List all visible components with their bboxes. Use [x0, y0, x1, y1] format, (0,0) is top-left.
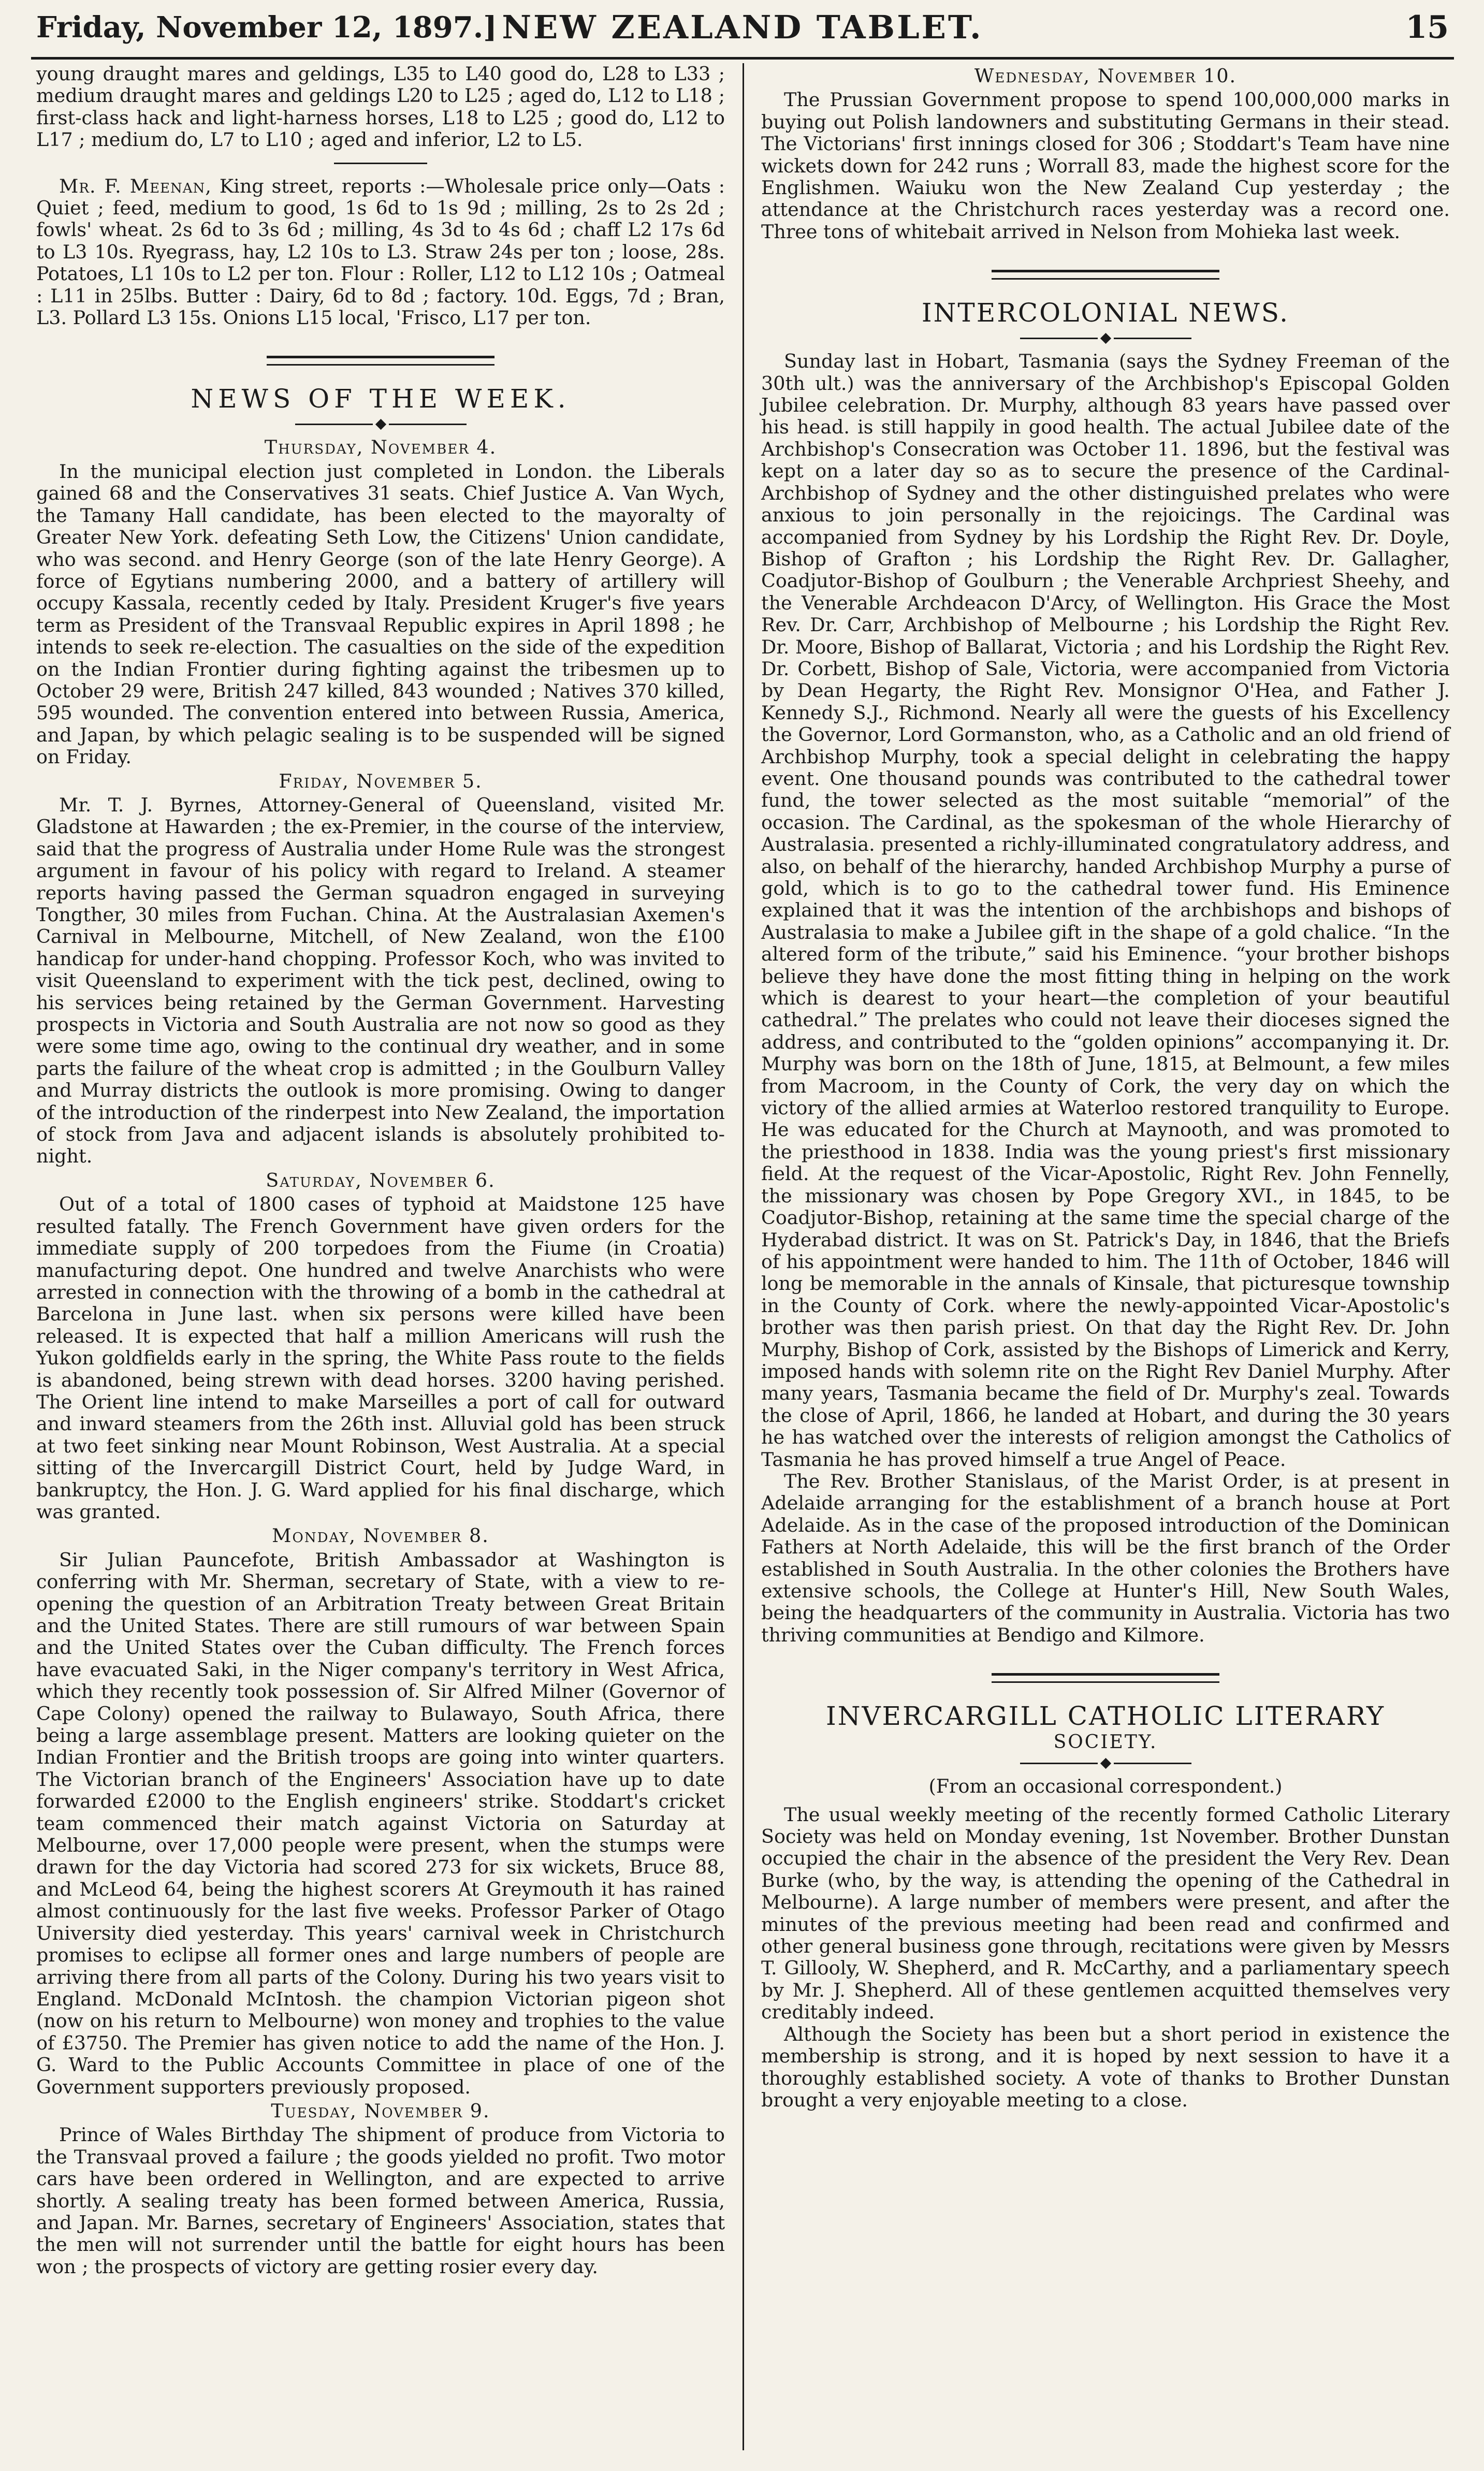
- ornament-divider: [761, 335, 1450, 342]
- newspaper-page: [31, 5, 1454, 2460]
- society-paragraph: Although the Society has been but a short period in existence the membership is strong, and it is hoped by next session to have it a thoroughly established society. A vote of thanks to Brother Dunstan brought a very enjoyable meeting to a close.: [761, 2023, 1450, 2111]
- page-number: 15: [1405, 9, 1449, 46]
- market-report-continuation: young draught mares and geldings, L35 to L40 good do, L28 to L33 ; medium draught mares and geldings L20 to L25 ; aged do, L12 to L18 ; first-class hack and light-harness horses, L18 to L25 ; good do, L12 to L17 ; medium do, L7 to L10 ; aged and inferior, L2 to L5.: [36, 63, 725, 151]
- day-heading: Wednesday, November 10.: [974, 65, 1237, 87]
- correspondent-byline: (From an occasional correspondent.): [928, 1775, 1283, 1798]
- masthead-title: NEW ZEALAND TABLET.: [502, 8, 983, 46]
- section-double-rule: [992, 270, 1219, 280]
- news-paragraph: Mr. T. J. Byrnes, Attorney-General of Queensland, visited Mr. Gladstone at Hawarden ; the ex-Premier, in the course of the interview, said that the progress of Australia under Home Rule was the strongest argument in favour of his policy with regard to Ireland. A steamer reports having passed the German squadron engaged in surveying Tongther, 30 miles from Fuchan. China. At the Australasian Axemen's Carnival in Melbourne, Mitchell, of New Zealand, won the £100 handicap for under-hand chopping. Professor Koch, who was invited to visit Queensland to experiment with the tick pest, declined, owing to his services being retained by the German Government. Harvesting prospects in Victoria and South Australia are not now so good as they were some time ago, owing to the continual dry weather, and in some parts the failure of the wheat crop is admitted ; in the Goulburn Valley and Murray districts the outlook is more promising. Owing to danger of the introduction of the rinderpest into New Zealand, the importation of stock from Java and adjacent islands is absolutely prohibited to-night.: [36, 793, 725, 1168]
- society-paragraph: The usual weekly meeting of the recently formed Catholic Literary Society was held on Monday evening, 1st November. Brother Dunstan occupied the chair in the absence of the president the Very Rev. Dean Burke (who, by the way, is attending the opening of the Cathedral in Melbourne). A large number of members were present, and after the minutes of the previous meeting had been read and confirmed and other general business gone through, recitations were given by Messrs T. Gillooly, W. Shepherd, and R. McCarthy, and a parliamentary speech by Mr. J. Shepherd. All of these gentlemen acquitted themselves very creditably indeed.: [761, 1803, 1450, 2024]
- news-paragraph: Prince of Wales Birthday The shipment of produce from Victoria to the Transvaal proved a failure ; the goods yielded no profit. Two motor cars have been ordered in Wellington, and are expected to arrive shortly. A sealing treaty has been formed between America, Russia, and Japan. Mr. Barnes, secretary of Engineers' Association, states that the men will not surrender until the battle for eight hours has been won ; the prospects of victory are getting rosier every day.: [36, 2124, 725, 2278]
- meenan-market-report: [36, 176, 725, 329]
- news-paragraph: In the municipal election just completed in London. the Liberals gained 68 and the Conservatives 31 seats. Chief Justice A. Van Wych, the Tamany Hall candidate, has been elected to the mayoralty of Greater New York. defeating Seth Low, the Citizens' Union candidate, who was second. and Henry George (son of the late Henry George). A force of Egytians numbering 2000, and a battery of artillery will occupy Kassala, recently ceded by Italy. President Kruger's five years term as President of the Transvaal Republic expires in April 1898 ; he intends to seek re-election. The casualties on the side of the expedition on the Indian Frontier during fighting against the tribesmen up to October 29 were, British 247 killed, 843 wounded ; Natives 370 killed, 595 wounded. The convention entered into between Russia, America, and Japan, by which pelagic sealing is to be suspended will be signed on Friday.: [36, 460, 725, 768]
- section-double-rule: [267, 356, 494, 366]
- right-column: [761, 63, 1450, 2111]
- page-header: [31, 5, 1454, 60]
- day-heading: Thursday, November 4.: [264, 436, 497, 459]
- day-heading: Tuesday, November 9.: [271, 2099, 490, 2122]
- header-date: Friday, November 12, 1897.]: [36, 10, 497, 45]
- news-paragraph: Out of a total of 1800 cases of typhoid at Maidstone 125 have resulted fatally. The French Government have given orders for the immediate supply of 200 torpedoes from the Fiume (in Croatia) manufacturing depot. One hundred and twelve Anarchists who were arrested in connection with the throwing of a bomb in the cathedral at Barcelona in June last. when six persons were killed have been released. It is expected that half a million Americans will rush the Yukon goldfields early in the spring, the White Pass route to the fields is abandoned, being strewn with dead horses. 3200 having perished. The Orient line intend to make Marseilles a port of call for outward and inward steamers from the 26th inst. Alluvial gold has been struck at two feet sinking near Mount Robinson, West Australia. At a special sitting of the Invercargill District Court, held by Judge Ward, in bankruptcy, the Hon. J. G. Ward applied for his final discharge, which was granted.: [36, 1193, 725, 1523]
- left-column: [36, 63, 725, 2278]
- invercargill-society-title: INVERCARGILL CATHOLIC LITERARY: [825, 1701, 1386, 1732]
- news-paragraph: Sir Julian Pauncefote, British Ambassador at Washington is conferring with Mr. Sherman, secretary of State, with a view to re-opening the question of an Arbitration Treaty between Great Britain and the United States. There are still rumours of war between Spain and the United States over the Cuban difficulty. The French forces have evacuated Saki, in the Niger company's territory in West Africa, which they recently took possession of. Sir Alfred Milner (Governor of Cape Colony) opened the railway to Bulawayo, South Africa, there being a large assemblage present. Matters are looking quieter on the Indian Frontier and the British troops are going into winter quarters. The Victorian branch of the Engineers' Association have up to date forwarded £2000 to the English engineers' strike. Stoddart's cricket team commenced their match against Victoria on Saturday at Melbourne, over 17,000 people were present, when the stumps were drawn for the day Victoria had scored 273 for six wickets, Bruce 88, and McLeod 64, being the highest scorers At Greymouth it has rained almost continuously for the last five weeks. Professor Parker of Otago University died yesterday. This years' carnival week in Christchurch promises to eclipse all former ones and large numbers of people are arriving there from all parts of the Colony. During his two years visit to England. McDonald McIntosh. the champion Victorian pigeon shot (now on his return to Melbourne) won money and trophies to the value of £3750. The Premier has given notice to add the name of the Hon. J. G. Ward to the Public Accounts Committee in place of one of the Government supporters previously proposed.: [36, 1548, 725, 2098]
- day-heading: Monday, November 8.: [272, 1524, 489, 1547]
- news-paragraph: The Prussian Government propose to spend 100,000,000 marks in buying out Polish landowners and substituting Germans in their stead. The Victorians' first innings closed for 306 ; Stoddart's Team have nine wickets down for 242 runs ; Worrall 83, made the highest score for the Englishmen. Waiuku won the New Zealand Cup yesterday ; the attendance at the Christchurch races yesterday was a record one. Three tons of whitebait arrived in Nelson from Mohieka last week.: [761, 89, 1450, 243]
- column-divider: [743, 63, 744, 2450]
- intercolonial-paragraph: The Rev. Brother Stanislaus, of the Marist Order, is at present in Adelaide arranging for the establishment of a branch house at Port Adelaide. As in the case of the proposed introduction of the Dominican Fathers at North Adelaide, this will be the first branch of the Order established in South Australia. In the other colonies the Brothers have extensive schools, the College at Hunter's Hill, New South Wales, being the headquarters of the community in Australia. Victoria has two thriving communities at Bendigo and Kilmore.: [761, 1470, 1450, 1646]
- ornament-divider: [36, 420, 725, 428]
- news-of-the-week-title: NEWS OF THE WEEK.: [191, 384, 571, 414]
- section-double-rule: [992, 1673, 1219, 1683]
- intercolonial-news-title: INTERCOLONIAL NEWS.: [921, 298, 1290, 328]
- meenan-name: Mr. F. Meenan,: [59, 175, 212, 197]
- day-heading: Friday, November 5.: [279, 769, 483, 792]
- intercolonial-paragraph: Sunday last in Hobart, Tasmania (says the Sydney Freeman of the 30th ult.) was the anniversary of the Archbishop's Episcopal Golden Jubilee celebration. Dr. Murphy, although 83 years have passed over his head. is still happily in good health. The actual Jubilee date of the Archbishop's Consecration was October 11. 1896, but the festival was kept on a later day so as to secure the presence of the Cardinal-Archbishop of Sydney and the other distinguished prelates who were anxious to join personally in the rejoicings. The Cardinal was accompanied from Sydney by his Lordship the Right Rev. Dr. Doyle, Bishop of Grafton ; his Lordship the Right Rev. Dr. Gallagher, Coadjutor-Bishop of Goulburn ; the Venerable Archpriest Sheehy, and the Venerable Archdeacon D'Arcy, of Wellington. His Grace the Most Rev. Dr. Carr, Archbishop of Melbourne ; his Lordship the Right Rev. Dr. Moore, Bishop of Ballarat, Victoria ; and his Lordship the Right Rev. Dr. Corbett, Bishop of Sale, Victoria, were accompanied from Victoria by Dean Hegarty, the Right Rev. Monsignor O'Hea, and Father J. Kennedy S.J., Richmond. Nearly all were the guests of his Excellency the Governor, Lord Gormanston, who, as a Catholic and an old friend of Archbishop Murphy, took a special delight in celebrating the happy event. One thousand pounds was contributed to the cathedral tower fund, the tower selected as the most suitable “memorial” of the occasion. The Cardinal, as the spokesman of the whole Hierarchy of Australasia. presented a richly-illuminated congratulatory address, and also, on behalf of the hierarchy, handed Archbishop Murphy a purse of gold, which is to go to the cathedral tower fund. His Eminence explained that it was the intention of the archbishops and bishops of Australasia to make a Jubilee gift in the shape of a gold chalice. “In the altered form of the tribute,” said his Eminence. “your brother bishops believe they have done the most fitting thing in helping on the work which is dearest to your heart—the completion of your beautiful cathedral.” The prelates who could not leave their dioceses signed the address, and contributed to the “golden opinions” accompanying it. Dr. Murphy was born on the 18th of June, 1815, at Belmount, a few miles from Macroom, in the County of Cork, the very day on which the victory of the allied armies at Waterloo restored tranquility to Europe. He was educated for the Church at Maynooth, and was promoted to the priesthood in 1838. India was the young priest's first missionary field. At the request of the Vicar-Apostolic, Right Rev. John Fennelly, the missionary was chosen by Pope Gregory XVI., in 1845, to be Coadjutor-Bishop, retaining at the same time the special charge of the Hyderabad district. It was on St. Patrick's Day, in 1846, that the Briefs of his appointment were handed to him. The 11th of October, 1846 will long be memorable in the annals of Kinsale, that picturesque township in the County of Cork. where the newly-appointed Vicar-Apostolic's brother was then parish priest. On that day the Right Rev. Dr. John Murphy, Bishop of Cork, assisted by the Bishops of Limerick and Kerry, imposed hands with solemn rite on the Right Rev Daniel Murphy. After many years, Tasmania became the field of Dr. Murphy's zeal. Towards the close of April, 1866, he landed at Hobart, and during the 30 years he has watched over the interests of religion amongst the Catholics of Tasmania he has proved himself a true Angel of Peace.: [761, 350, 1450, 1471]
- ornament-divider: [761, 1760, 1450, 1767]
- invercargill-society-subtitle: SOCIETY.: [1053, 1732, 1158, 1753]
- day-heading: Saturday, November 6.: [266, 1169, 496, 1191]
- separator-rule: [334, 163, 427, 164]
- meenan-report-text: King street, reports :—Wholesale price only—Oats : Quiet ; feed, medium to good, 1s 6d to 1s 9d ; milling, 2s to 2s 2d ; fowls' wheat. 2s 6d to 3s 6d ; milling, 4s 3d to 4s 6d ; chaff L2 17s 6d to L3 10s. Ryegrass, hay, L2 10s to L3. Straw 24s per ton ; loose, 28s. Potatoes, L1 10s to L2 per ton. Flour : Roller, L12 to L12 10s ; Oatmeal : L11 in 25lbs. Butter : Dairy, 6d to 8d ; factory. 10d. Eggs, 7d ; Bran, L3. Pollard L3 15s. Onions L15 local, 'Frisco, L17 per ton.: [36, 175, 725, 329]
